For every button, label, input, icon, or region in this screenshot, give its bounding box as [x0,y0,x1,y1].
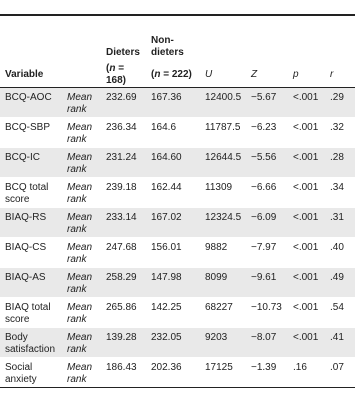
z-value-cell: −6.66 [251,182,277,193]
dieters-mean-rank-cell: 231.24 [106,152,137,163]
p-value-cell: .16 [293,362,307,373]
p-value-cell: <.001 [293,302,319,313]
dieters-mean-rank-cell: 265.86 [106,302,137,313]
header-variable: Variable [5,69,44,80]
header-non-dieters-line1: Non- [151,35,174,46]
table-row [0,118,355,148]
dieters-mean-rank-cell: 233.14 [106,212,137,223]
non-dieters-mean-rank-cell: 232.05 [151,332,182,343]
dieters-mean-rank-cell: 247.68 [106,242,137,253]
p-value-cell: <.001 [293,152,319,163]
header-non-dieters-n: (n = 222) [151,69,192,80]
header-r: r [330,69,334,80]
r-value-cell: .31 [330,212,344,223]
z-value-cell: −6.09 [251,212,277,223]
non-dieters-mean-rank-cell: 202.36 [151,362,182,373]
variable-cell: BIAQ-CS [5,242,47,253]
p-value-cell: <.001 [293,272,319,283]
p-value-cell: <.001 [293,242,319,253]
stat-label-cell: Mean rank [67,182,93,205]
z-value-cell: −5.56 [251,152,277,163]
non-dieters-mean-rank-cell: 147.98 [151,272,182,283]
dieters-mean-rank-cell: 186.43 [106,362,137,373]
variable-cell: BCQ-SBP [5,122,51,133]
non-dieters-mean-rank-cell: 142.25 [151,302,182,313]
results-table [0,14,355,388]
stat-label-cell: Mean rank [67,152,93,175]
u-value-cell: 9882 [205,242,228,253]
table-row [0,268,355,298]
variable-cell: BCQ-IC [5,152,40,163]
table-row [0,328,355,358]
header-u: U [205,69,213,80]
stat-label-cell: Mean rank [67,242,93,265]
header-non-dieters-line2: dieters [151,47,184,58]
table-row [0,358,355,388]
header-p: p [293,69,299,80]
table-row [0,238,355,268]
p-value-cell: <.001 [293,122,319,133]
table-row [0,298,355,328]
r-value-cell: .32 [330,122,344,133]
p-value-cell: <.001 [293,92,319,103]
z-value-cell: −5.67 [251,92,277,103]
r-value-cell: .28 [330,152,344,163]
stat-label-cell: Mean rank [67,272,93,295]
z-value-cell: −10.73 [251,302,282,313]
r-value-cell: .41 [330,332,344,343]
r-value-cell: .07 [330,362,344,373]
variable-cell: BCQ total score [5,182,49,205]
stat-label-cell: Mean rank [67,122,93,145]
variable-cell: BIAQ-AS [5,272,46,283]
dieters-mean-rank-cell: 139.28 [106,332,137,343]
z-value-cell: −8.07 [251,332,277,343]
header-non-dieters [146,15,200,63]
u-value-cell: 11309 [205,182,233,193]
p-value-cell: <.001 [293,212,319,223]
r-value-cell: .34 [330,182,344,193]
dieters-mean-rank-cell: 258.29 [106,272,137,283]
table-body [0,88,355,388]
stat-label-cell: Mean rank [67,332,93,355]
z-value-cell: −1.39 [251,362,277,373]
table-row [0,88,355,118]
variable-cell: Social anxiety [5,362,37,385]
header-dieters-n: (n = 168) [106,63,127,86]
table-row [0,148,355,178]
u-value-cell: 11787.5 [205,122,241,133]
u-value-cell: 9203 [205,332,228,343]
variable-cell: Body satisfaction [5,332,56,355]
non-dieters-mean-rank-cell: 164.60 [151,152,182,163]
z-value-cell: −9.61 [251,272,277,283]
u-value-cell: 68227 [205,302,233,313]
r-value-cell: .54 [330,302,344,313]
table-row [0,178,355,208]
table-header [0,15,355,88]
u-value-cell: 12324.5 [205,212,242,223]
table-row [0,208,355,238]
header-z: Z [251,69,258,80]
non-dieters-mean-rank-cell: 156.01 [151,242,182,253]
u-value-cell: 8099 [205,272,228,283]
z-value-cell: −6.23 [251,122,277,133]
non-dieters-mean-rank-cell: 167.02 [151,212,182,223]
stat-label-cell: Mean rank [67,362,93,385]
stat-label-cell: Mean rank [67,302,93,325]
non-dieters-mean-rank-cell: 162.44 [151,182,182,193]
variable-cell: BIAQ total score [5,302,51,325]
non-dieters-mean-rank-cell: 167.36 [151,92,182,103]
stat-label-cell: Mean rank [67,212,93,235]
dieters-mean-rank-cell: 239.18 [106,182,137,193]
p-value-cell: <.001 [293,332,319,343]
dieters-mean-rank-cell: 236.34 [106,122,137,133]
z-value-cell: −7.97 [251,242,277,253]
r-value-cell: .40 [330,242,344,253]
non-dieters-mean-rank-cell: 164.6 [151,122,177,133]
u-value-cell: 12400.5 [205,92,242,103]
variable-cell: BCQ-AOC [5,92,52,103]
p-value-cell: <.001 [293,182,319,193]
r-value-cell: .29 [330,92,344,103]
dieters-mean-rank-cell: 232.69 [106,92,137,103]
r-value-cell: .49 [330,272,344,283]
variable-cell: BIAQ-RS [5,212,47,223]
u-value-cell: 12644.5 [205,152,242,163]
u-value-cell: 17125 [205,362,233,373]
header-dieters: Dieters [106,47,140,58]
stat-label-cell: Mean rank [67,92,93,115]
